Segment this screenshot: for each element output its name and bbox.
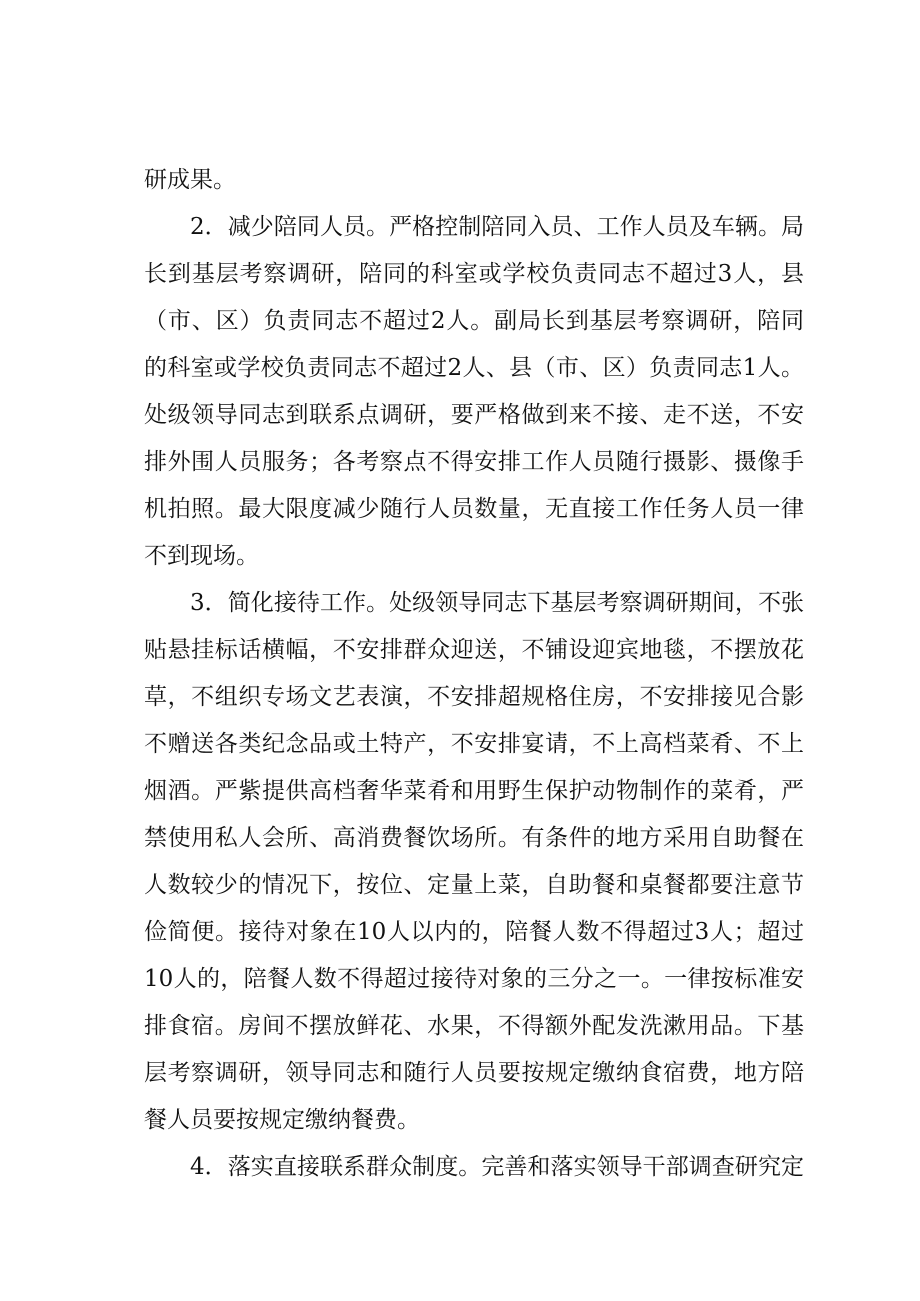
text-line-18: 10人的，陪餐人数不得超过接待对象的三分之一。一律按标准安 bbox=[144, 966, 804, 992]
text-line-17: 俭简便。接待对象在10人以内的，陪餐人数不得超过3人；超过 bbox=[144, 919, 804, 945]
text-line-11: 贴悬挂标话横幅，不安排群众迎送，不铺设迎宾地毯，不摆放花 bbox=[144, 637, 804, 663]
text-line-4: （市、区）负责同志不超过2人。副局长到基层考察调研，陪同 bbox=[144, 308, 804, 334]
text-line-10: 3．简化接待工作。处级领导同志下基层考察调研期间，不张 bbox=[190, 590, 804, 616]
text-line-3: 长到基层考察调研，陪同的科室或学校负责同志不超过3人，县 bbox=[144, 261, 804, 287]
text-line-19: 排食宿。房间不摆放鲜花、水果，不得额外配发洗漱用品。下基 bbox=[144, 1013, 804, 1039]
text-line-12: 草，不组织专场文艺表演，不安排超规格住房，不安排接见合影 bbox=[144, 684, 804, 710]
text-line-14: 烟酒。严紫提供高档奢华菜肴和用野生保护动物制作的菜肴，严 bbox=[144, 778, 804, 804]
text-line-8: 机拍照。最大限度减少随行人员数量，无直接工作任务人员一律 bbox=[144, 496, 804, 522]
text-line-2: 2．减少陪同人员。严格控制陪同入员、工作人员及车辆。局 bbox=[190, 214, 804, 240]
text-line-21: 餐人员要按规定缴纳餐费。 bbox=[144, 1107, 420, 1133]
text-line-7: 排外围人员服务；各考察点不得安排工作人员随行摄影、摄像手 bbox=[144, 449, 804, 475]
text-line-6: 处级领导同志到联系点调研，要严格做到来不接、走不送，不安 bbox=[144, 402, 804, 428]
text-line-15: 禁使用私人会所、高消费餐饮场所。有条件的地方采用自助餐在 bbox=[144, 825, 804, 851]
text-line-20: 层考察调研，领导同志和随行人员要按规定缴纳食宿费，地方陪 bbox=[144, 1060, 804, 1086]
text-line-22: 4．落实直接联系群众制度。完善和落实领导干部调查研究定 bbox=[190, 1154, 804, 1180]
text-line-16: 人数较少的情况下，按位、定量上菜，自助餐和桌餐都要注意节 bbox=[144, 872, 804, 898]
text-line-9: 不到现场。 bbox=[144, 543, 259, 569]
text-line-5: 的科室或学校负责同志不超过2人、县（市、区）负责同志1人。 bbox=[144, 355, 804, 381]
text-line-1: 研成果。 bbox=[144, 167, 236, 193]
text-line-13: 不赠送各类纪念品或土特产，不安排宴请，不上高档菜肴、不上 bbox=[144, 731, 804, 757]
